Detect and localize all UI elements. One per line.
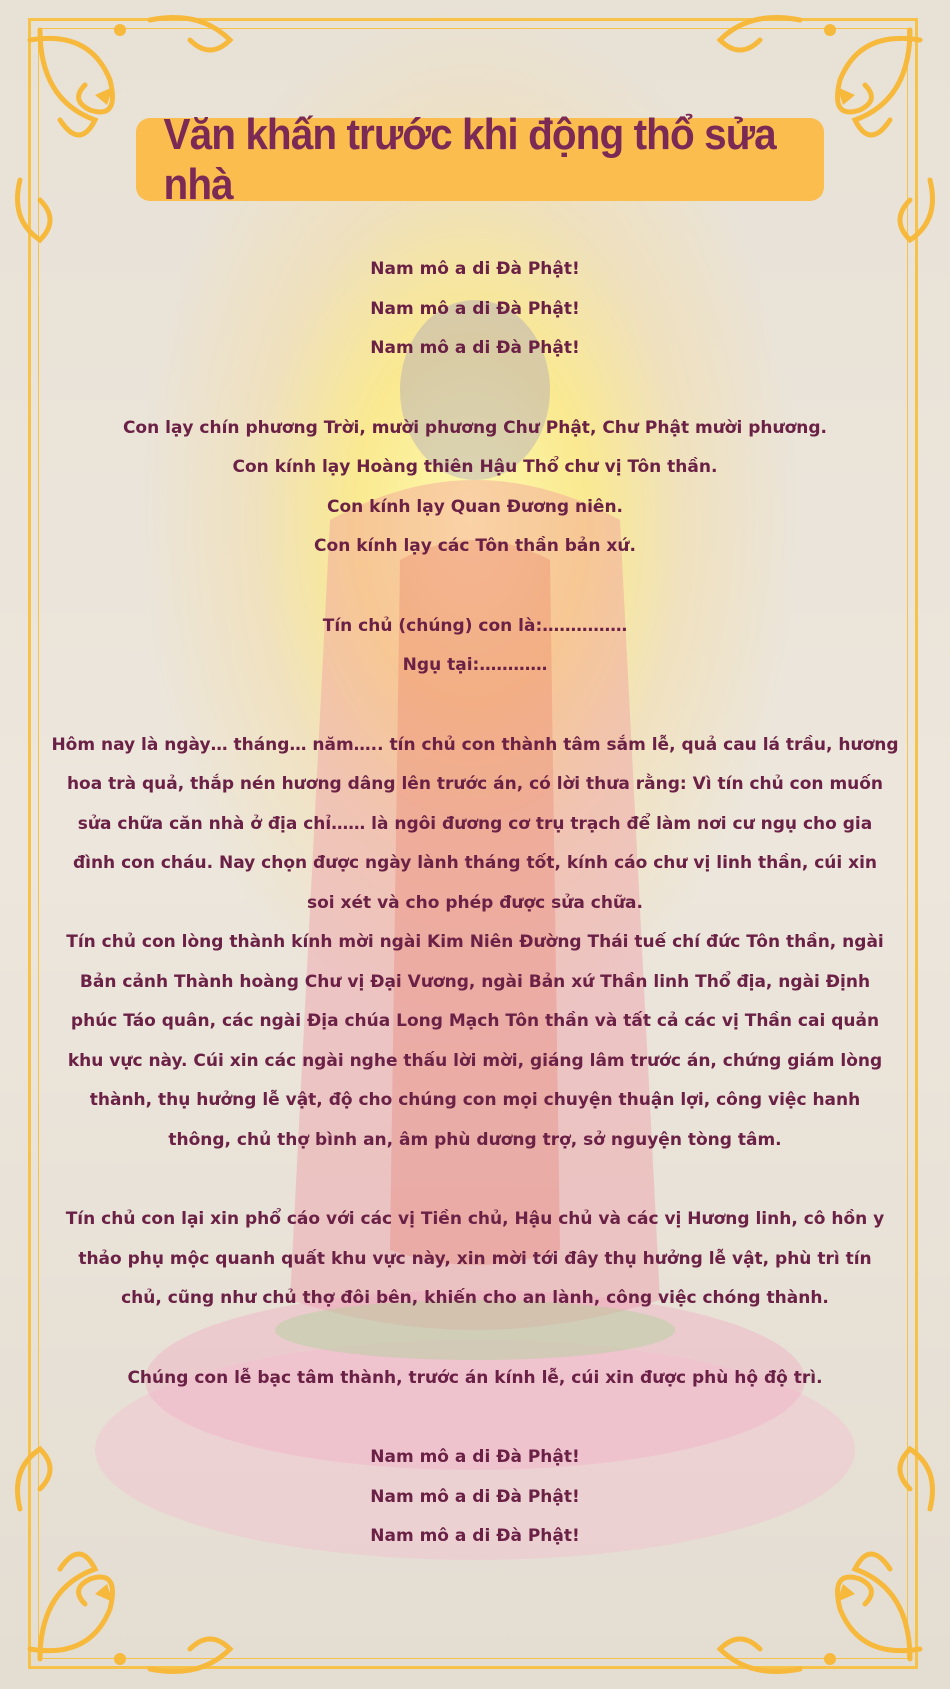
body-line: thông, chủ thợ bình an, âm phù dương trợ, sở nguyện tòng tâm. xyxy=(168,1129,782,1150)
identity-line: Tín chủ (chúng) con là:…………… xyxy=(322,615,628,636)
invocation-line: Con kính lạy Hoàng thiên Hậu Thổ chư vị Tôn thần. xyxy=(232,457,718,477)
body-line: Tín chủ con lòng thành kính mời ngài Kim Niên Đường Thái tuế chí đức Tôn thần, ngài xyxy=(66,932,884,952)
invocation-line: Con kính lạy Quan Đương niên. xyxy=(326,496,623,517)
opening-line: Nam mô a di Đà Phật! xyxy=(370,298,580,319)
ending-line: Nam mô a di Đà Phật! xyxy=(370,1486,580,1507)
identity-line: Ngụ tại:………… xyxy=(402,655,548,675)
opening-line: Nam mô a di Đà Phật! xyxy=(370,259,580,279)
ending-line: Nam mô a di Đà Phật! xyxy=(370,1526,580,1546)
closing-line: Chúng con lễ bạc tâm thành, trước án kính lễ, cúi xin được phù hộ độ trì. xyxy=(127,1367,823,1388)
invocation-line: Con lạy chín phương Trời, mười phương Chư Phật, Chư Phật mười phương. xyxy=(122,417,828,438)
opening-line: Nam mô a di Đà Phật! xyxy=(370,338,580,358)
body-line: Tín chủ con lại xin phổ cáo với các vị Tiền chủ, Hậu chủ và các vị Hương linh, cô hồn y xyxy=(65,1209,885,1229)
body-line: Hôm nay là ngày… tháng… năm….. tín chủ con thành tâm sắm lễ, quả cau lá trầu, hương xyxy=(51,734,899,755)
body-line: đình con cháu. Nay chọn được ngày lành tháng tốt, kính cáo chư vị linh thần, cúi xin xyxy=(72,853,878,873)
body-line: khu vực này. Cúi xin các ngài nghe thấu lời mời, giáng lâm trước án, chứng giám lòng xyxy=(67,1050,883,1071)
invocation-line: Con kính lạy các Tôn thần bản xứ. xyxy=(314,536,636,556)
body-line: sửa chữa căn nhà ở địa chỉ…… là ngôi đương cơ trụ trạch để làm nơi cư ngụ cho gia xyxy=(77,813,873,834)
ending-line: Nam mô a di Đà Phật! xyxy=(370,1447,580,1467)
title-banner xyxy=(136,109,824,209)
body-line: hoa trà quả, thắp nén hương dâng lên trước án, có lời thưa rằng: Vì tín chủ con muốn xyxy=(66,774,884,794)
body-line: thảo phụ mộc quanh quất khu vực này, xin mời tới đây thụ hưởng lễ vật, phù trì tín xyxy=(78,1248,872,1269)
body-line: chủ, cũng như chủ thợ đôi bên, khiến cho an lành, công việc chóng thành. xyxy=(121,1288,829,1308)
prayer-text xyxy=(40,250,910,1557)
page-title: Văn khấn trước khi động thổ sửa nhà xyxy=(163,109,776,209)
body-line: thành, thụ hưởng lễ vật, độ cho chúng con mọi chuyện thuận lợi, công việc hanh xyxy=(89,1090,861,1110)
body-line: soi xét và cho phép được sửa chữa. xyxy=(307,892,643,913)
body-line: Bản cảnh Thành hoàng Chư vị Đại Vương, ngài Bản xứ Thần linh Thổ địa, ngài Định xyxy=(79,971,871,992)
body-line: phúc Táo quân, các ngài Địa chúa Long Mạch Tôn thần và tất cả các vị Thần cai quản xyxy=(70,1011,880,1031)
